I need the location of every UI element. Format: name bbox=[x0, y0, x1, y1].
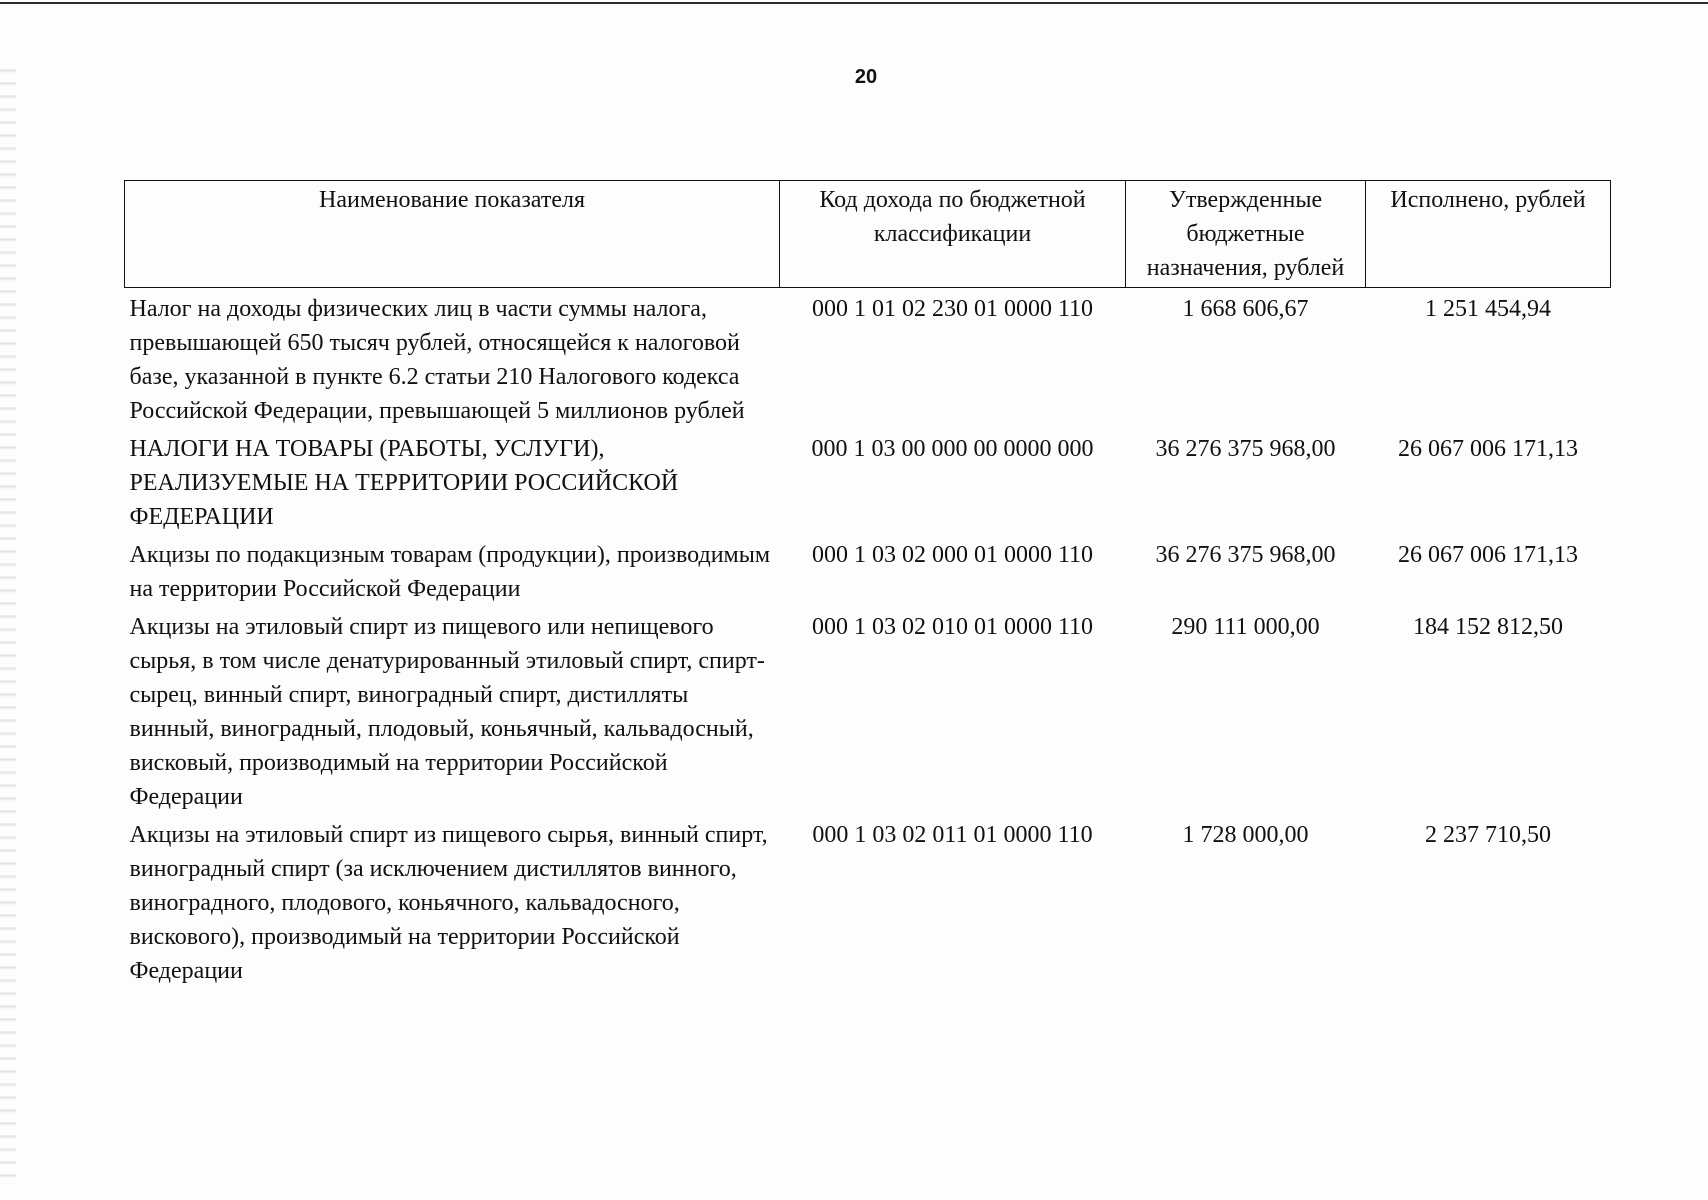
table-row bbox=[125, 606, 1611, 814]
row-revenue-code: 000 1 03 02 011 01 0000 110 bbox=[812, 822, 1093, 848]
row-revenue-code: 000 1 03 02 010 01 0000 110 bbox=[811, 614, 1094, 640]
table-row bbox=[125, 534, 1611, 606]
header-executed-amount: Исполнено, рублей bbox=[1366, 181, 1611, 288]
row-approved-amount: 1 668 606,67 bbox=[1182, 296, 1309, 322]
row-approved-amount: 36 276 375 968,00 bbox=[1155, 542, 1336, 568]
row-revenue-code: 000 1 01 02 230 01 0000 110 bbox=[811, 296, 1094, 322]
page-number: 20 bbox=[854, 66, 878, 88]
row-revenue-code: 000 1 03 00 000 00 0000 000 bbox=[811, 436, 1094, 462]
table-row bbox=[125, 428, 1611, 534]
row-approved-amount: 36 276 375 968,00 bbox=[1155, 436, 1336, 462]
table-row bbox=[125, 288, 1611, 429]
row-executed-amount: 2 237 710,50 bbox=[1425, 822, 1551, 848]
scan-edge-artifact bbox=[0, 60, 16, 1180]
row-executed-amount: 26 067 006 171,13 bbox=[1398, 542, 1578, 568]
row-indicator-name: Налог на доходы физических лиц в части суммы налога, превышающей 650 тысяч рублей, относящейся к налоговой базе, указанной в пункте 6.2 статьи 210 Налогового кодекса Российской Федерации, превышающей 5 миллионов рублей bbox=[129, 296, 745, 424]
row-approved-amount: 1 728 000,00 bbox=[1182, 822, 1309, 848]
top-border-line bbox=[0, 2, 1708, 4]
row-approved-amount: 290 111 000,00 bbox=[1171, 614, 1320, 640]
row-indicator-name: Акцизы по подакцизным товарам (продукции), производимым на территории Российской Федерации bbox=[129, 542, 771, 602]
table-row bbox=[125, 814, 1611, 988]
row-executed-amount: 1 251 454,94 bbox=[1425, 296, 1551, 322]
row-executed-amount: 184 152 812,50 bbox=[1413, 614, 1563, 640]
row-indicator-name: Акцизы на этиловый спирт из пищевого сырья, винный спирт, виноградный спирт (за исключением дистиллятов винного, виноградного, плодового, коньячного, кальвадосного, вискового), производимый на территории Российской Федерации bbox=[129, 822, 768, 984]
row-indicator-name: НАЛОГИ НА ТОВАРЫ (РАБОТЫ, УСЛУГИ), РЕАЛИЗУЕМЫЕ НА ТЕРРИТОРИИ РОССИЙСКОЙ ФЕДЕРАЦИИ bbox=[129, 436, 679, 530]
header-approved-amount: Утвержденные бюджетные назначения, рублей bbox=[1126, 181, 1366, 288]
row-revenue-code: 000 1 03 02 000 01 0000 110 bbox=[811, 542, 1094, 568]
row-indicator-name: Акцизы на этиловый спирт из пищевого или непищевого сырья, в том числе денатурированный этиловый спирт, спирт-сырец, винный спирт, виноградный спирт, дистилляты винный, виноградный, плодовый, коньячный, кальвадосный, висковый, производимый на территории Российской Федерации bbox=[129, 614, 765, 810]
row-executed-amount: 26 067 006 171,13 bbox=[1398, 436, 1578, 462]
table-header-row bbox=[125, 181, 1611, 288]
budget-revenue-table bbox=[124, 180, 1611, 988]
header-indicator-name: Наименование показателя bbox=[125, 181, 780, 288]
header-revenue-code: Код дохода по бюджетной классификации bbox=[780, 181, 1126, 288]
